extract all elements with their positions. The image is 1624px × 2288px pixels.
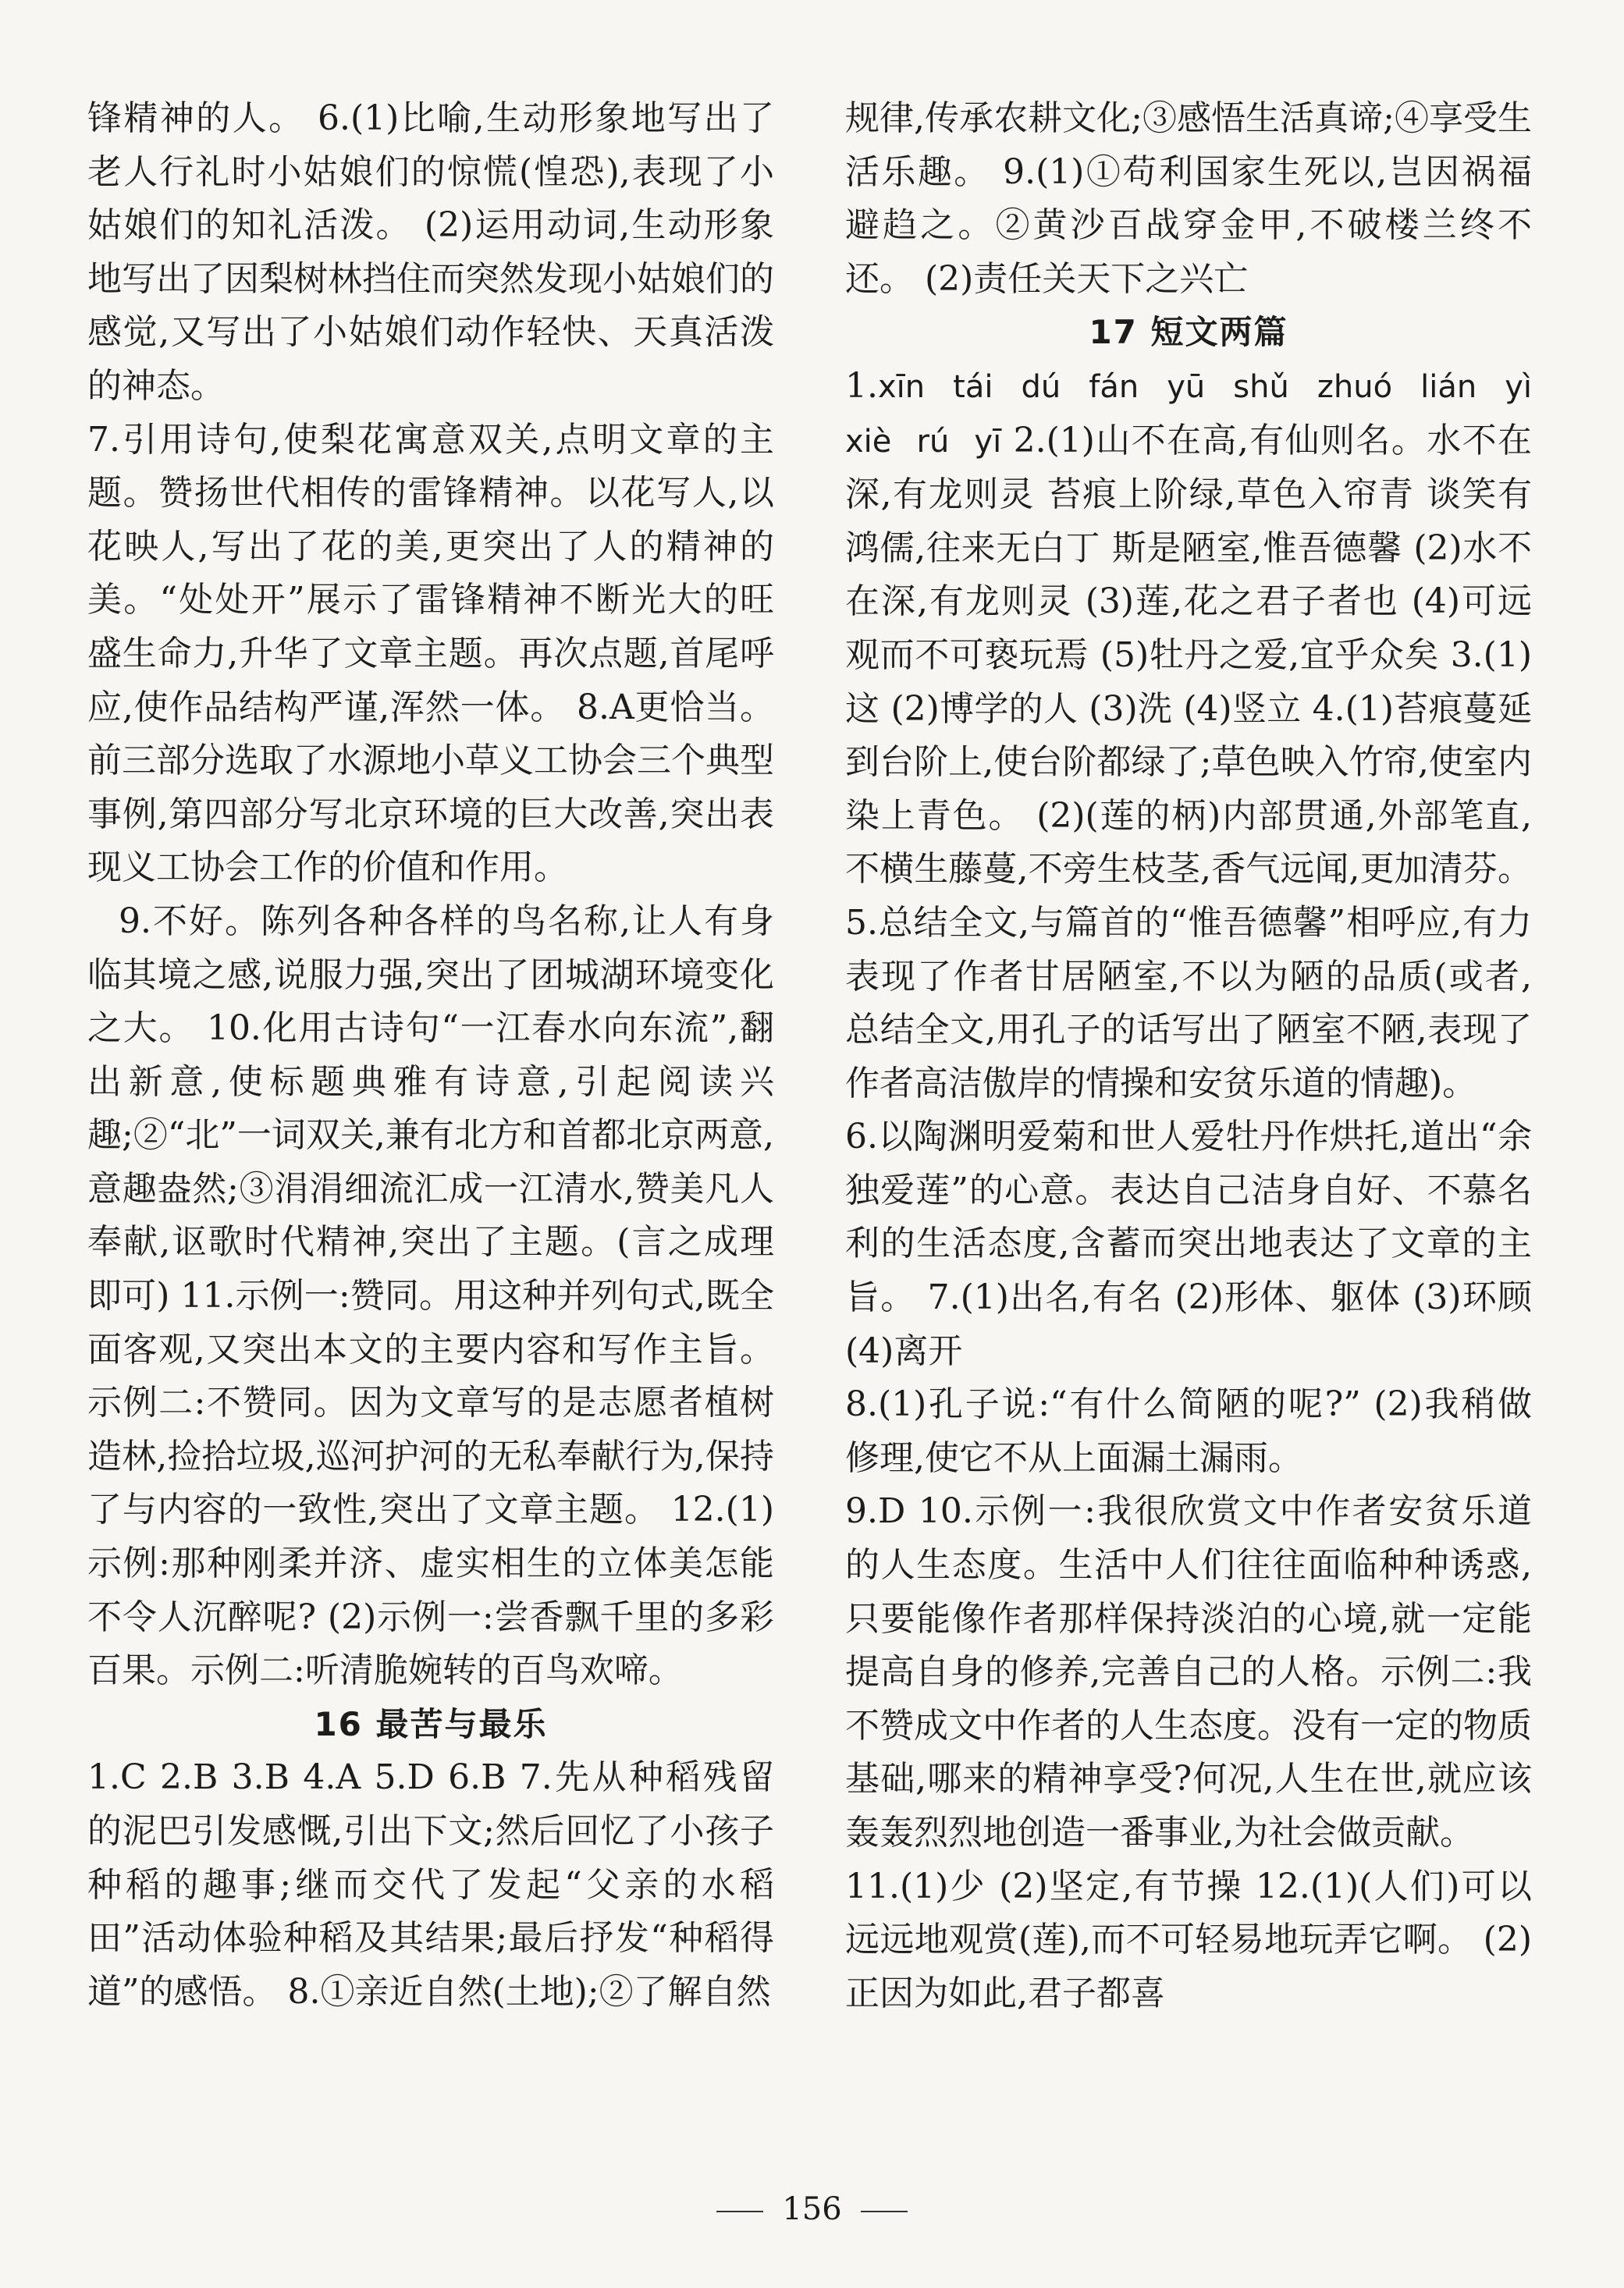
- answer-text: 2.(1)山不在高,有仙则名。水不在深,有龙则灵 苔痕上阶绿,草色入帘青 谈笑有鸿儒,往来无白丁 斯是陋室,惟吾德馨 (2)水不在深,有龙则灵 (3)莲,花之君子者也 (4)可远观而不可亵玩焉 (5)牡丹之爱,宜乎众矣 3.(1)这 (2)博学的人 (3)洗 (4)竖立 4.(1)苔痕蔓延到台阶上,使台阶都绿了;草色映入竹帘,使室内染上青色。 (2)(莲的柄)内部贯通,外部笔直,不横生藤蔓,不旁生枝茎,香气远闻,更加清芬。 5.总结全文,与篇首的“惟吾德馨”相呼应,有力表现了作者甘居陋室,不以为陋的品质(或者,总结全文,用孔子的话写出了陋室不陋,表现了作者高洁傲岸的情操和安贫乐道的情趣)。: [845, 420, 1533, 1103]
- right-column: [845, 92, 1532, 2020]
- section-title-16: 16 最苦与最乐: [314, 1704, 548, 1743]
- page-number-text: 156: [782, 2191, 842, 2227]
- question-number: 1.: [845, 365, 878, 406]
- page-number-dash-left: [716, 2211, 763, 2212]
- answer-paragraph: 8.(1)孔子说:“有什么简陋的呢?” (2)我稍做修理,使它不从上面漏土漏雨。: [845, 1384, 1532, 1478]
- answer-paragraph: 规律,传承农耕文化;③感悟生活真谛;④享受生活乐趣。 9.(1)①苟利国家生死以,岂因祸福避趋之。②黄沙百战穿金甲,不破楼兰终不还。 (2)责任关天下之兴亡: [845, 98, 1532, 299]
- answer-paragraph: 6.以陶渊明爱菊和世人爱牡丹作烘托,道出“余独爱莲”的心意。表达自己洁身自好、不慕名利的生活态度,含蓄而突出地表达了文章的主旨。 7.(1)出名,有名 (2)形体、躯体 (3)环顾 (4)离开: [845, 1117, 1532, 1371]
- answer-paragraph: 9.D 10.示例一:我很欣赏文中作者安贫乐道的人生态度。生活中人们往往面临种种诱惑,只要能像作者那样保持淡泊的心境,就一定能提高自身的修养,完善自己的人格。示例二:我不赞成文中作者的人生态度。没有一定的物质基础,哪来的精神享受?何况,人生在世,就应该轰轰烈烈地创造一番事业,为社会做贡献。: [845, 1491, 1532, 1853]
- answer-paragraph: 7.引用诗句,使梨花寓意双关,点明文章的主题。赞扬世代相传的雷锋精神。以花写人,以花映人,写出了花的美,更突出了人的精神的美。“处处开”展示了雷锋精神不断光大的旺盛生命力,升华了文章主题。再次点题,首尾呼应,使作品结构严谨,浑然一体。 8.A更恰当。前三部分选取了水源地小草义工协会三个典型事例,第四部分写北京环境的巨大改善,突出表现义工协会工作的价值和作用。: [87, 419, 774, 888]
- answer-paragraph: 9.不好。陈列各种各样的鸟名称,让人有身临其境之感,说服力强,突出了团城湖环境变化之大。 10.化用古诗句“一江春水向东流”,翻出新意,使标题典雅有诗意,引起阅读兴趣;②“北”一词双关,兼有北方和首都北京两意,意趣盎然;③涓涓细流汇成一江清水,赞美凡人奉献,讴歌时代精神,突出了主题。(言之成理即可) 11.示例一:赞同。用这种并列句式,既全面客观,又突出本文的主要内容和写作主旨。示例二:不赞同。因为文章写的是志愿者植树造林,捡拾垃圾,巡河护河的无私奉献行为,保持了与内容的一致性,突出了文章主题。 12.(1)示例:那种刚柔并济、虚实相生的立体美怎能不令人沉醉呢? (2)示例一:尝香飘千里的多彩百果。示例二:听清脆婉转的百鸟欢啼。: [87, 901, 774, 1691]
- answer-paragraph: 锋精神的人。 6.(1)比喻,生动形象地写出了老人行礼时小姑娘们的惊慌(惶恐),表现了小姑娘们的知礼活泼。 (2)运用动词,生动形象地写出了因梨树林挡住而突然发现小姑娘们的感觉,又写出了小姑娘们动作轻快、天真活泼的神态。: [87, 98, 774, 406]
- page-number-dash-right: [861, 2211, 908, 2212]
- section-title-17: 17 短文两篇: [1089, 313, 1288, 352]
- answer-paragraph: 1.C 2.B 3.B 4.A 5.D 6.B 7.先从种稻残留的泥巴引发感慨,引出下文;然后回忆了小孩子种稻的趣事;继而交代了发起“父亲的水稻田”活动体验种稻及其结果;最后抒发“种稻得道”的感悟。 8.①亲近自然(土地);②了解自然: [87, 1757, 774, 2012]
- page-number: [0, 2191, 1624, 2227]
- answer-paragraph: [845, 360, 1532, 1110]
- answer-paragraph: 11.(1)少 (2)坚定,有节操 12.(1)(人们)可以远远地观赏(莲),而不可轻易地玩弄它啊。 (2)正因为如此,君子都喜: [845, 1866, 1532, 2013]
- left-column: [87, 92, 774, 2019]
- pinyin-answer: xīn tái dú fán yū shǔ zhuó lián yì xiè rú yī: [845, 368, 1532, 460]
